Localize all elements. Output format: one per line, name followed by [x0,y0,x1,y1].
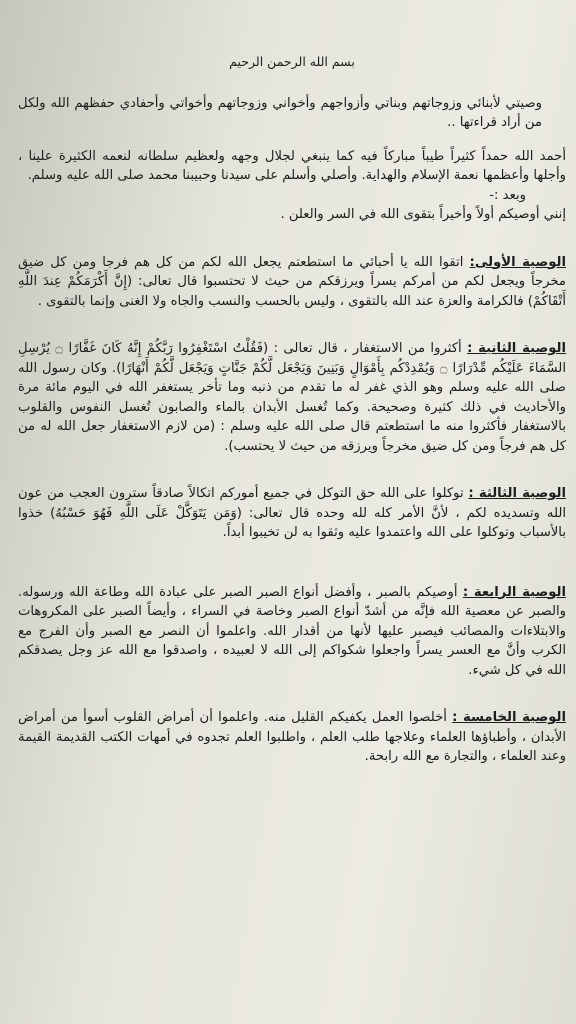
section-4-heading: الوصية الرابعة : [462,584,566,600]
praise-paragraph: أحمد الله حمداً كثيراً طيباً مباركاً فيه كما ينبغي لجلال وجهه ولعظيم سلطانه لنعمه الكثيرة علينا ، وأجلها وأعظمها نعمة الإسلام والهداية. وأصلي وأسلم على سيدنا وحبيبنا محمد صلى الله عليه وسلم. [18,148,566,183]
section-3 [18,484,566,543]
section-1-heading: الوصية الأولى: [469,254,567,270]
intro-paragraph: وصيتي لأبنائي وزوجاتهم وبناتي وأزواجهم وأخواني وزوجاتهم وأخواتي وأحفادي حفظهم الله ولكل من أراد قراءتها .. [18,95,542,130]
basmala: بسم الله الرحمن الرحيم [229,54,355,69]
section-5 [18,708,566,767]
section-5-body: أخلصوا العمل يكفيكم القليل منه. واعلموا أن أمراض القلوب أسوأ من أمراض الأبدان ، وأطباؤها العلماء وعلاجها طلب العلم ، واطلبوا العلم تجدوه في أمهات الكتب القديمة القيمة وعند العلماء ، والتجارة مع الله رابحة. [18,710,566,764]
section-4 [18,583,566,681]
section-3-heading: الوصية الثالثة : [468,486,566,501]
section-3-body: توكلوا على الله حق التوكل في جميع أموركم اتكالاً صادقاً سترون العجب من عون الله وتسديده لكم ، لأنَّ الأمر كله لله وحده قال تعالى: (وَمَن يَتَوَكَّلْ عَلَى اللَّهِ فَهُوَ حَسْبُهُ) خذوا بالأسباب وتوكلوا على الله واعتمدوا عليه وثقوا به لن تخيبوا أبداً. [18,486,566,540]
section-5-heading: الوصية الخامسة : [452,710,566,725]
section-4-body: أوصيكم بالصبر ، وأفضل أنواع الصبر الصبر على عبادة الله وطاعة الله ورسوله. والصبر عن معصية الله فإنَّه من أشدّ أنواع الصبر وخاصة في السراء ، وأيضاً الصبر على المكروهات والابتلاءات والمصائب فيصبر عليها لأنها من أقدار الله. واعلموا أن النصر مع الصبر وأن الفرج مع الكرب وأنَّ مع العسر يسراً واجعلوا شكواكم إلى الله لا لعبيده ، واصدقوا مع الله عز وجل يصدقكم الله في كل شيء. [18,584,566,678]
section-1-body: اتقوا الله يا أحبائي ما استطعتم يجعل الله لكم من كل هم فرجا ومن كل ضيق مخرجاً ويجعل لكم من أمركم يسراً ويرزقكم من حيث لا تحتسبوا قال تعالى: (إِنَّ أَكْرَمَكُمْ عِندَ اللَّهِ أَتْقَاكُمْ) فالكرامة والعزة عند الله بالتقوى ، وليس بالحسب والنسب والجاه ولا الغنى وإنما بالتقوى . [18,254,566,309]
opening-line: إنني أوصيكم أولاً وأخيراً بتقوى الله في السر والعلن . [280,207,566,222]
will-document [18,52,566,767]
wabaad-line: وبعد :- [489,187,526,203]
section-1 [18,253,566,312]
section-2 [18,339,566,456]
section-2-body: أكثروا من الاستغفار ، قال تعالى : (فَقُلْتُ اسْتَغْفِرُوا رَبَّكُمْ إِنَّهُ كَانَ غَفَّارًا ۝ يُرْسِلِ السَّمَاءَ عَلَيْكُم مِّدْرَارًا ۝ وَيُمْدِدْكُم بِأَمْوَالٍ وَبَنِينَ وَيَجْعَل لَّكُمْ جَنَّاتٍ وَيَجْعَل لَّكُمْ أَنْهَارًا). وكان رسول الله صلى الله عليه وسلم وهو الذي غفر له ما تقدم من ذنبه وما تأخر يستغفر الله في اليوم مائة مرة والأحاديث في ذلك كثيرة وصحيحة. وكما تُغسل الأبدان بالماء والصابون تُغسل النفوس والقلوب بالاستغفار فأكثروا منه ما استطعتم قال صلى الله عليه وسلم : (من لازم الاستغفار جعل الله له من كل هم فرجاً ومن كل ضيق مخرجاً ويرزقه من حيث لا يحتسب). [18,341,566,454]
section-2-heading: الوصية الثانية : [467,341,566,356]
